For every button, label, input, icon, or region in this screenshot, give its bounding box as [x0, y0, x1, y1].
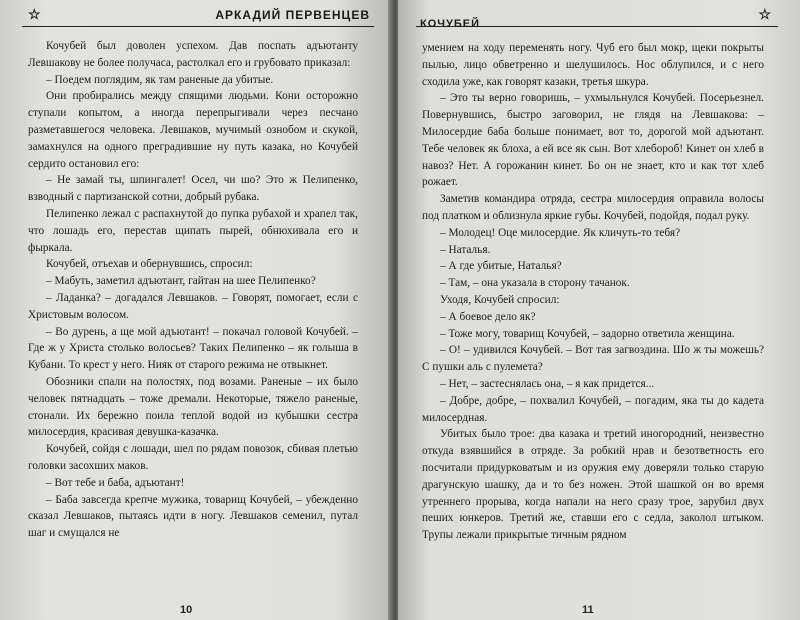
paragraph: – Наталья. [440, 243, 491, 256]
paragraph: Убитых было трое: два казака и третий иногородний, неизвестно откуда взявшийся в отряде. За робкий нрав и безответность его посчитали придурковатым и из оружия ему доверяли только старую драгунскую шашку, да и то без ножен. Этой шашкой он во время утреннего прорыва, когда напали на него сразу трое, зарубил двух пеших юнкеров. Третий же, ставши его с седла, заколол штыком. Трупы лежали прикрытые тичным рядном [422, 428, 764, 542]
paragraph: Кочубей, отъехав и обернувшись, спросил: [46, 258, 253, 271]
paragraph: – А боевое дело як? [440, 310, 536, 323]
paragraph: умением на ходу переменять ногу. Чуб его был мокр, щеки покрыты пылью, лицо обветренно и шелушилось. Нос облупился, и с него сходила уже, как говорят казаки, третья шкура. [422, 42, 764, 88]
star-icon: ☆ [28, 6, 42, 22]
book-title: КОЧУБЕЙ [420, 18, 480, 30]
paragraph: – Мабуть, заметил адъютант, гайтан на шее Пелипенко? [46, 275, 316, 288]
paragraph: – Молодец! Оце милосердие. Як кличуть-то тебя? [440, 226, 681, 239]
paragraph: Пелипенко лежал с распахнутой до пупка рубахой и храпел так, что лошадь его, перестав щипать пырей, обнюхивала его и фыркала. [28, 207, 358, 254]
page-number: 10 [180, 604, 193, 616]
paragraph: – Не замай ты, шпингалет! Осел, чи шо? Это ж Пелипенко, взводный с партизанской сотни, добрый рубака. [28, 174, 358, 204]
page-number: 11 [582, 604, 594, 616]
right-page-text [422, 40, 764, 544]
right-running-header [416, 6, 778, 30]
paragraph: – О! – удивился Кочубей. – Вот тая загвоздина. Шо ж ты можешь? С пушки аль с пулемета? [422, 344, 764, 374]
paragraph: Заметив командира отряда, сестра милосердия оправила волосы под платком и облизнула яркие губы. Кочубей, подойдя, подал руку. [422, 193, 764, 222]
paragraph: – А где убитые, Наталья? [440, 260, 562, 273]
paragraph: – Во дурень, а ще мой адъютант! – покачал головой Кочубей. – Где ж у Христа столько волосьев? Таких Пелипенко – як голыша в Кубани. То крест у него. Нияк от старого режима не отвыкнет. [28, 325, 358, 372]
paragraph: – Баба завсегда крепче мужика, товарищ Кочубей, – убежденно сказал Левшаков, пытаясь идти в ногу. Левшаков семенил, путал шаг и смущался не [28, 493, 358, 540]
paragraph: – Тоже могу, товарищ Кочубей, – задорно ответила женщина. [440, 327, 735, 340]
left-page-text [28, 38, 358, 542]
paragraph: – Вот тебе и баба, адъютант! [46, 476, 185, 489]
left-page [0, 0, 392, 620]
right-page [398, 0, 800, 620]
paragraph: – Поедем поглядим, як там раненые да убитые. [46, 73, 274, 86]
author-name: АРКАДИЙ ПЕРВЕНЦЕВ [215, 8, 370, 22]
paragraph: Кочубей был доволен успехом. Дав поспать адъютанту Левшакову не более получаса, растолкал его и грубовато приказал: [28, 40, 358, 69]
star-icon: ☆ [758, 6, 772, 22]
paragraph: – Это ты верно говоришь, – ухмыльнулся Кочубей. Посерьезнел. Повернувшись, быстро заговорил, не глядя на Левшакова: – Милосердие баба больше понимает, вот то, дорогой мой адъютант. Тебе человек як блоха, а ей все як сын. Вот хлебороб! Кинет он хлеб в навоз? Нет. А горожанин кинет. Бо он не знает, кто и как тот хлеб рожает. [422, 92, 764, 189]
paragraph: Обозники спали на полостях, под возами. Раненые – их было человек пятнадцать – тоже дремали. Некоторые, тяжело раненые, стонали. Их бережно поила теплой водой из кубышки сестра милосердия, красивая девушка-казачка. [28, 375, 358, 439]
paragraph: Кочубей, сойдя с лошади, шел по рядам повозок, сбивая плетью головки засохших маков. [28, 443, 358, 472]
paragraph: Уходя, Кочубей спросил: [440, 293, 560, 306]
paragraph: – Там, – она указала в сторону тачанок. [440, 277, 630, 290]
paragraph: – Нет, – застеснялась она, – я как придется... [440, 377, 655, 390]
left-running-header [22, 6, 374, 27]
paragraph: Они пробирались между спящими людьми. Кони осторожно ступали копытом, а иногда перепрыгивали через песчано разметавшегося человека. Левшаков, мучимый ознобом и скукой, замахнулся на одного преградившие ну путь казака, но Кочубей сердито остановил его: [28, 90, 358, 170]
paragraph: – Ладанка? – догадался Левшаков. – Говорят, помогает, если с Христовым волосом. [28, 291, 358, 321]
paragraph: – Добре, добре, – похвалил Кочубей, – погадим, яка ты до кадета милосердная. [422, 394, 764, 424]
